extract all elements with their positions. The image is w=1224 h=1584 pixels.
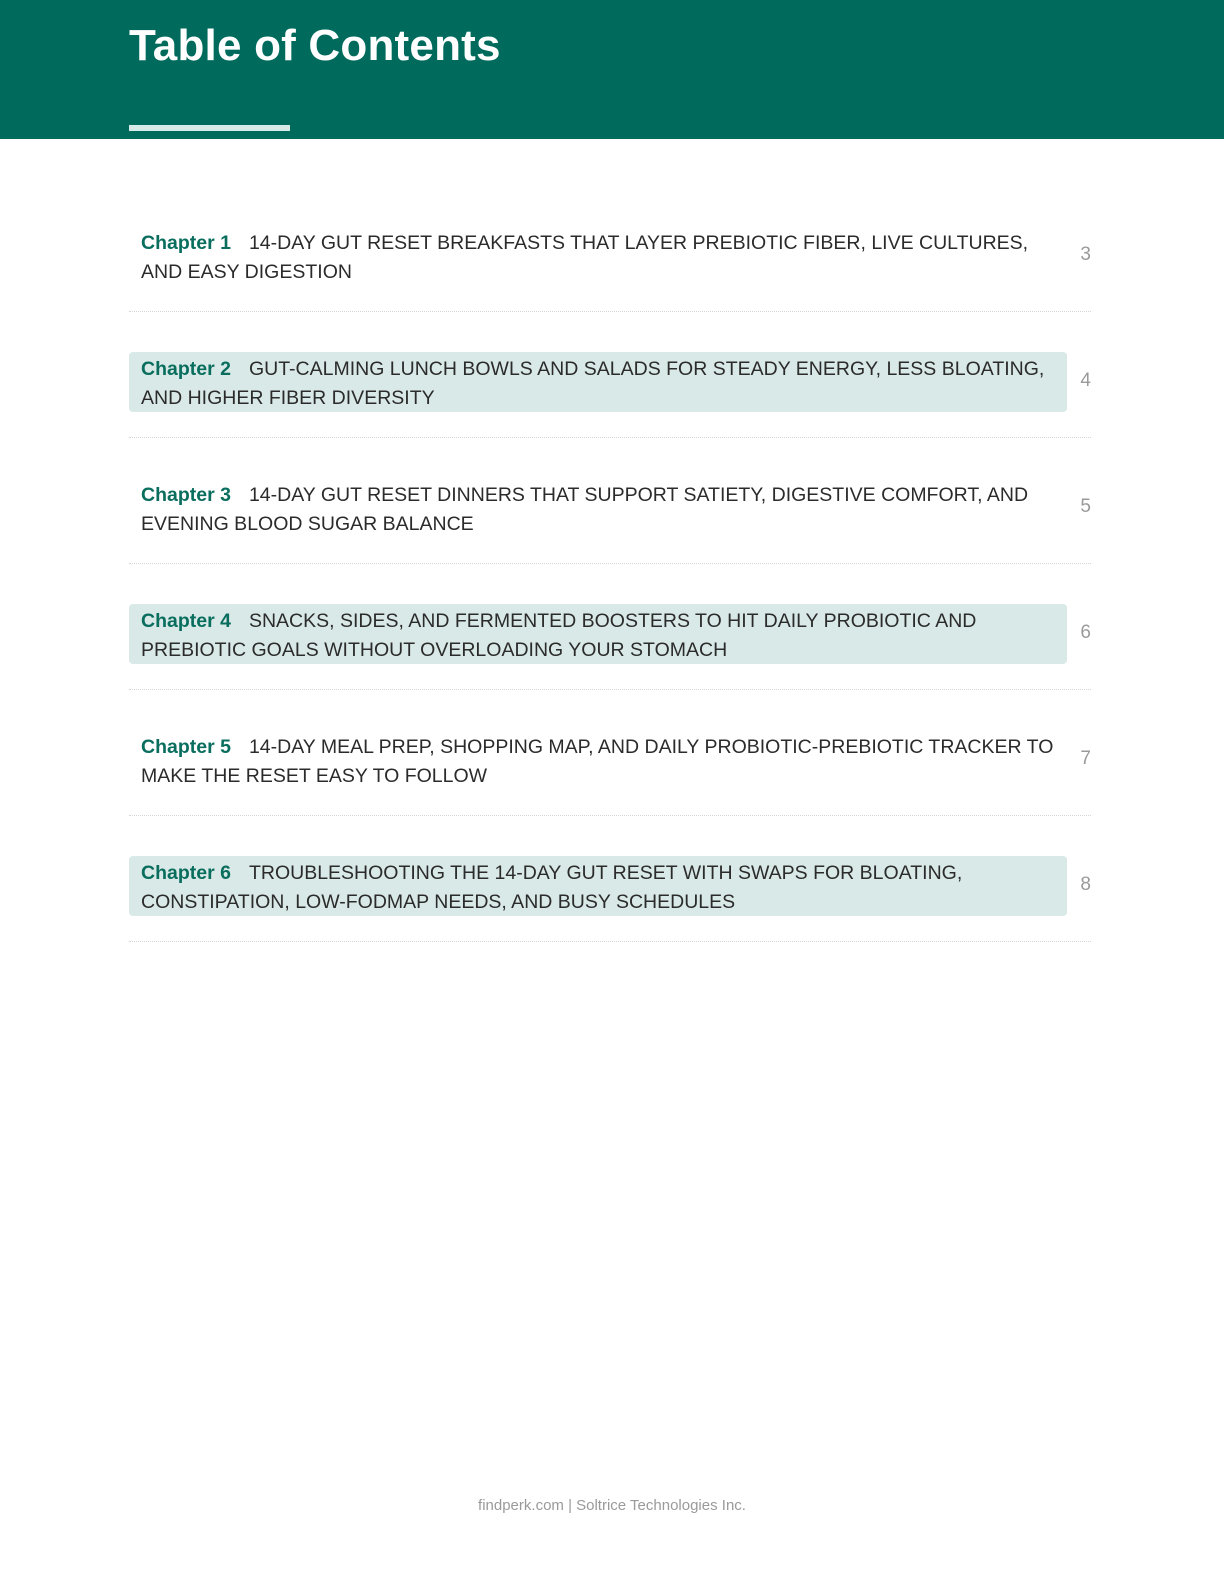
page-number: 8: [1080, 874, 1091, 895]
chapter-label: Chapter 1: [141, 232, 231, 254]
page-number: 3: [1080, 244, 1091, 265]
chapter-title: GUT-CALMING LUNCH BOWLS AND SALADS FOR STEADY ENERGY, LESS BLOATING, AND HIGHER FIBER DIVERSITY: [141, 358, 1045, 409]
chapter-title: 14-DAY MEAL PREP, SHOPPING MAP, AND DAILY PROBIOTIC-PREBIOTIC TRACKER TO MAKE THE RESET EASY TO FOLLOW: [141, 736, 1054, 787]
toc-entry-text: [129, 604, 1067, 664]
page-number: 5: [1080, 496, 1091, 517]
toc-entry-chapter-3[interactable]: [129, 438, 1091, 564]
toc-entry-chapter-5[interactable]: [129, 690, 1091, 816]
header-banner: [0, 0, 1224, 139]
chapter-label: Chapter 4: [141, 610, 231, 632]
toc-entry-text: [129, 478, 1067, 538]
toc-entry-chapter-4[interactable]: [129, 564, 1091, 690]
chapter-label: Chapter 6: [141, 862, 231, 884]
page-number: 4: [1080, 370, 1091, 391]
chapter-title: 14-DAY GUT RESET BREAKFASTS THAT LAYER PREBIOTIC FIBER, LIVE CULTURES, AND EASY DIGESTION: [141, 232, 1029, 283]
toc-entry-text: [129, 352, 1067, 412]
chapter-label: Chapter 2: [141, 358, 231, 380]
toc-entry-text: [129, 856, 1067, 916]
chapter-title: TROUBLESHOOTING THE 14-DAY GUT RESET WITH SWAPS FOR BLOATING, CONSTIPATION, LOW-FODMAP NEEDS, AND BUSY SCHEDULES: [141, 862, 963, 913]
toc-entry-chapter-2[interactable]: [129, 312, 1091, 438]
title-underline: [129, 125, 290, 131]
toc-entry-text: [129, 730, 1067, 790]
toc-entry-text: [129, 226, 1067, 286]
toc-entry-chapter-1[interactable]: [129, 186, 1091, 312]
chapter-title: 14-DAY GUT RESET DINNERS THAT SUPPORT SATIETY, DIGESTIVE COMFORT, AND EVENING BLOOD SUGAR BALANCE: [141, 484, 1029, 535]
page-title: Table of Contents: [129, 21, 501, 70]
footer-text: findperk.com | Soltrice Technologies Inc.: [478, 1497, 746, 1514]
chapter-title: SNACKS, SIDES, AND FERMENTED BOOSTERS TO HIT DAILY PROBIOTIC AND PREBIOTIC GOALS WITHOUT OVERLOADING YOUR STOMACH: [141, 610, 977, 661]
chapter-label: Chapter 3: [141, 484, 231, 506]
toc-entry-chapter-6[interactable]: [129, 816, 1091, 942]
chapter-label: Chapter 5: [141, 736, 231, 758]
page-number: 6: [1080, 622, 1091, 643]
table-of-contents: [129, 186, 1091, 942]
page-number: 7: [1080, 748, 1091, 769]
